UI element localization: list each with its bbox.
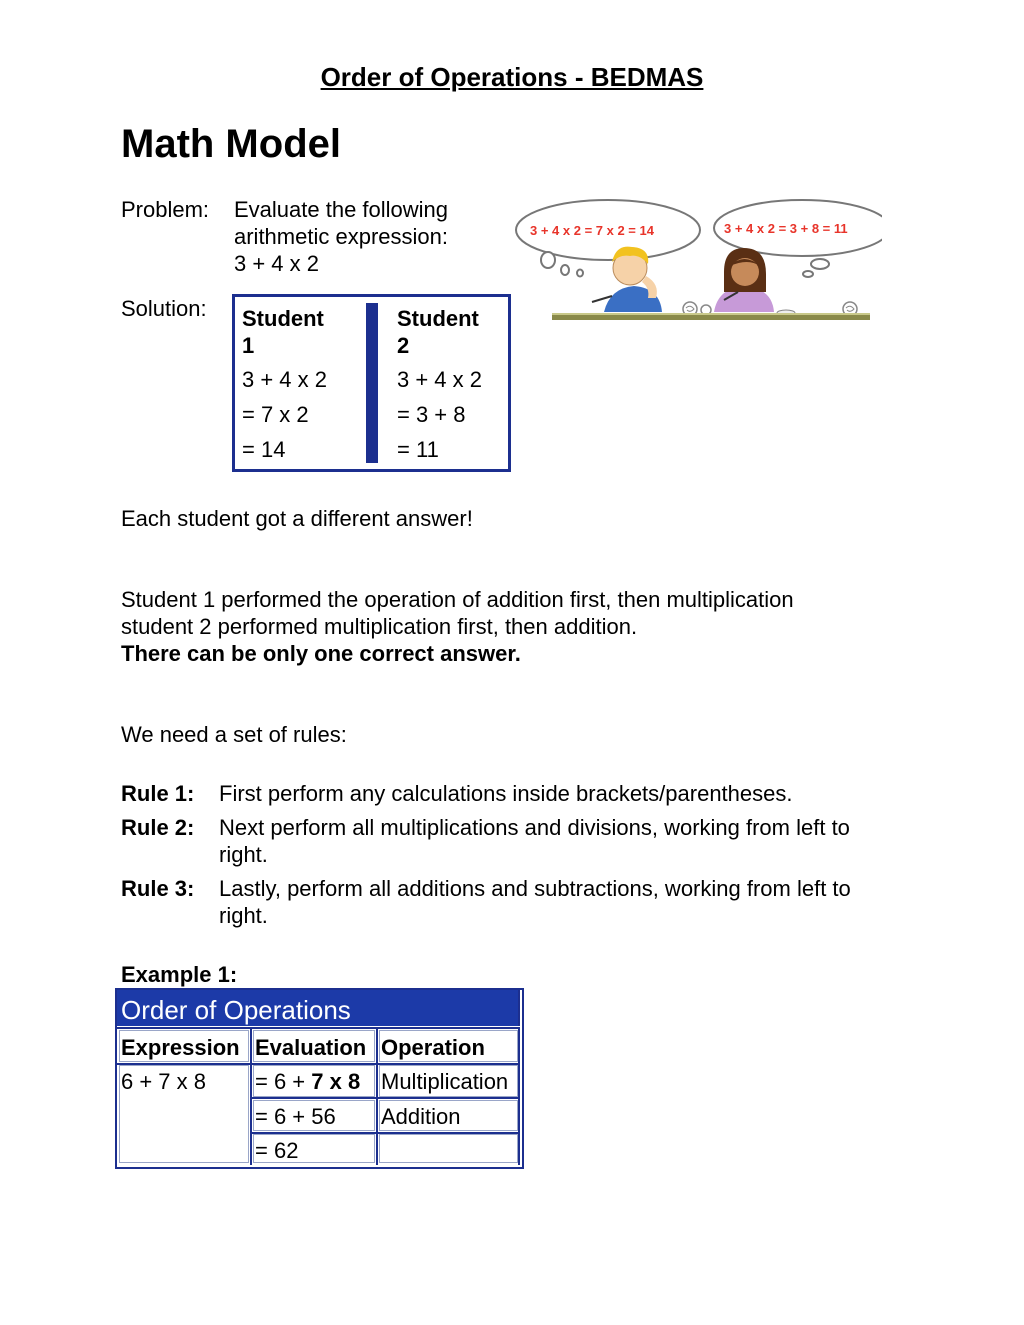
operation-cell: Addition <box>381 1104 461 1129</box>
solution-label: Solution: <box>121 296 207 321</box>
explanation-line-2: student 2 performed multiplication first, then addition. <box>121 614 638 639</box>
operation-cell: Multiplication <box>381 1069 509 1094</box>
column-header-expression: Expression <box>121 1035 240 1060</box>
evaluation-highlight: 7 x 8 <box>311 1069 361 1094</box>
rule-1-label: Rule 1: <box>121 781 195 806</box>
student-2-step: = 11 <box>397 437 439 462</box>
evaluation-cell: = 6 + 56 <box>255 1104 336 1129</box>
column-header-evaluation: Evaluation <box>255 1035 367 1060</box>
different-answer-text: Each student got a different answer! <box>121 506 473 531</box>
student-2-header: Student <box>397 306 479 331</box>
student-2-step: = 3 + 8 <box>397 402 466 427</box>
order-of-operations-table <box>115 988 524 1169</box>
rule-2-label: Rule 2: <box>121 815 195 840</box>
evaluation-cell: = 62 <box>255 1138 299 1163</box>
rule-2-text: Next perform all multiplications and divisions, working from left to <box>219 815 850 840</box>
rule-3-text: Lastly, perform all additions and subtractions, working from left to <box>219 876 851 901</box>
one-correct-answer-text: There can be only one correct answer. <box>121 641 521 666</box>
section-heading: Math Model <box>121 122 341 166</box>
rule-2-text-cont: right. <box>219 842 268 867</box>
problem-label: Problem: <box>121 197 210 222</box>
student-1-number: 1 <box>242 333 255 358</box>
student-1-header: Student <box>242 306 324 331</box>
problem-line-3: 3 + 4 x 2 <box>234 251 320 276</box>
explanation-line-1: Student 1 performed the operation of addition first, then multiplication <box>121 587 794 612</box>
bubble-1-text: 3 + 4 x 2 = 7 x 2 = 14 <box>530 223 654 238</box>
document-title: Order of Operations - BEDMAS <box>320 62 704 92</box>
evaluation-cell <box>255 1068 360 1095</box>
example-label: Example 1: <box>121 962 238 987</box>
rule-1-text: First perform any calculations inside brackets/parentheses. <box>219 781 793 806</box>
table-title-bar <box>117 990 520 1026</box>
bubble-2-text: 3 + 4 x 2 = 3 + 8 = 11 <box>724 221 848 236</box>
student-2-step: 3 + 4 x 2 <box>397 367 483 392</box>
student-1-step: = 7 x 2 <box>242 402 309 427</box>
student-1-step: = 14 <box>242 437 286 462</box>
rule-3-text-cont: right. <box>219 903 268 928</box>
problem-line-2: arithmetic expression: <box>234 224 448 249</box>
need-rules-text: We need a set of rules: <box>121 722 347 747</box>
evaluation-prefix: = 6 + <box>255 1069 312 1094</box>
students-illustration <box>512 192 882 332</box>
student-2-number: 2 <box>397 333 410 358</box>
table-title: Order of Operations <box>121 995 351 1025</box>
rule-3-label: Rule 3: <box>121 876 195 901</box>
student-1-step: 3 + 4 x 2 <box>242 367 328 392</box>
problem-line-1: Evaluate the following <box>234 197 449 222</box>
student-solutions-table <box>232 294 511 472</box>
column-header-operation: Operation <box>381 1035 485 1060</box>
table-divider <box>366 303 378 463</box>
expression-cell: 6 + 7 x 8 <box>121 1069 207 1094</box>
